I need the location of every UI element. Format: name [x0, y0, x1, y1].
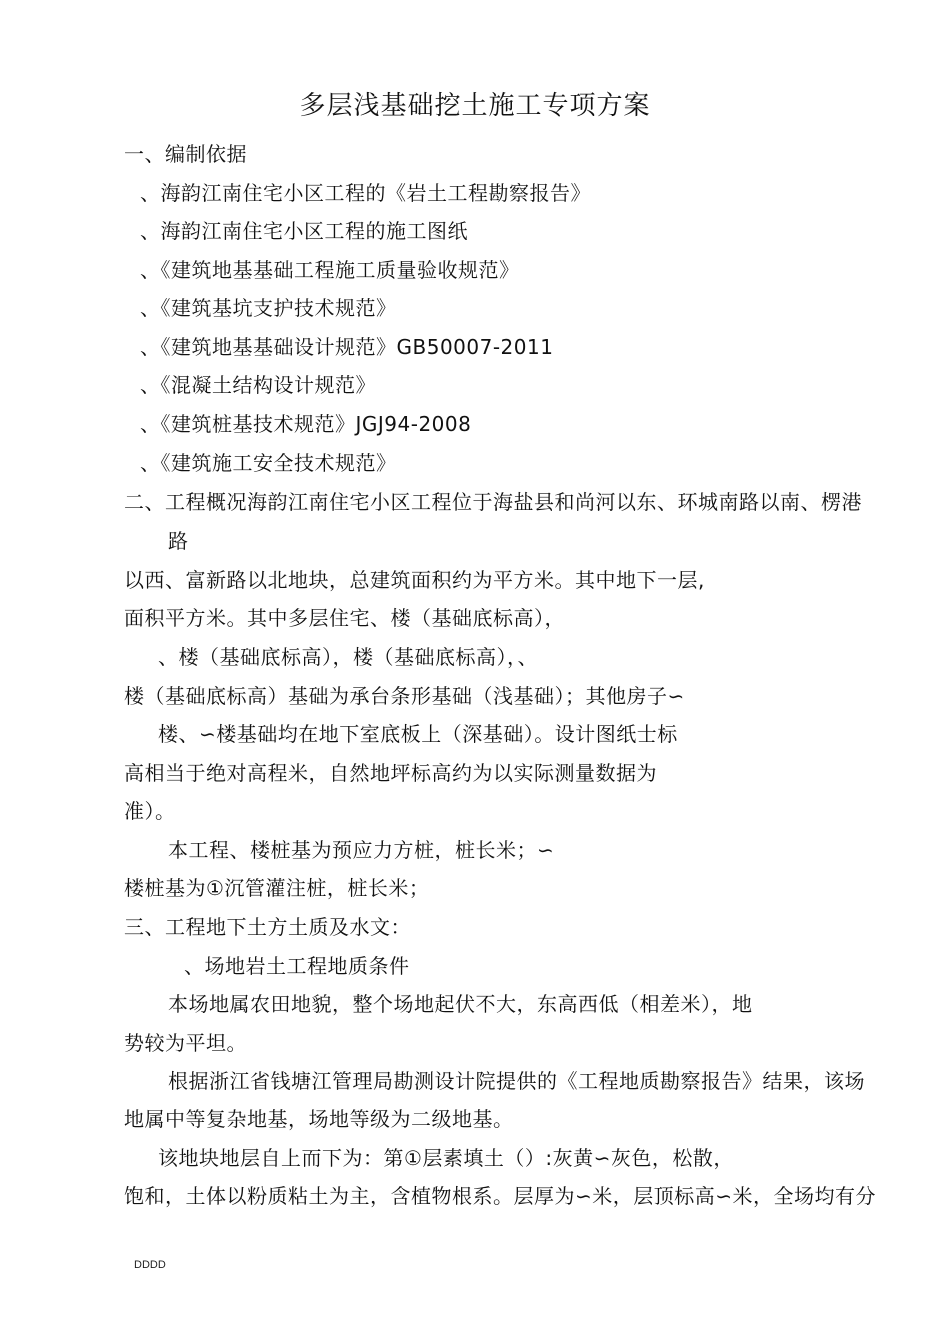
reference-item-5: 、《建筑地基基础设计规范》GB50007-2011 — [140, 335, 554, 359]
section-heading-3: 三、工程地下土方土质及水文： — [124, 915, 411, 939]
paragraph-line: 面积平方米。其中多层住宅、楼（基础底标高）， — [124, 606, 565, 630]
paragraph-line: 楼桩基为①沉管灌注桩，桩长米； — [124, 876, 430, 900]
paragraph-line: 高相当于绝对高程米，自然地坪标高约为以实际测量数据为 — [124, 761, 657, 785]
paragraph-line: 势较为平坦。 — [124, 1031, 247, 1055]
reference-item-3: 、《建筑地基基础工程施工质量验收规范》 — [140, 258, 520, 282]
paragraph-line: 、楼（基础底标高），楼（基础底标高），、 — [158, 645, 538, 669]
paragraph-line: 根据浙江省钱塘江管理局勘测设计院提供的《工程地质勘察报告》结果，该场 — [168, 1069, 865, 1093]
paragraph-line: 以西、富新路以北地块，总建筑面积约为平方米。其中地下一层, — [124, 568, 705, 592]
document-title: 多层浅基础挖土施工专项方案 — [299, 91, 651, 121]
reference-item-1: 、海韵江南住宅小区工程的《岩土工程勘察报告》 — [140, 181, 591, 205]
paragraph-line: 准）。 — [124, 799, 176, 823]
reference-item-8: 、《建筑施工安全技术规范》 — [140, 451, 397, 475]
subsection-heading: 、场地岩土工程地质条件 — [184, 954, 410, 978]
reference-item-4: 、《建筑基坑支护技术规范》 — [140, 296, 397, 320]
paragraph-line: 该地块地层自上而下为：第①层素填土（）:灰黄∽灰色，松散， — [158, 1146, 734, 1170]
paragraph-line: 路 — [168, 529, 189, 553]
paragraph-line: 饱和，土体以粉质粘土为主，含植物根系。层厚为∽米，层顶标高∽米，全场均有分 — [124, 1184, 877, 1208]
section-heading-2: 二、工程概况海韵江南住宅小区工程位于海盐县和尚河以东、环城南路以南、楞港 — [124, 490, 862, 514]
paragraph-line: 地属中等复杂地基，场地等级为二级地基。 — [124, 1107, 514, 1131]
section-heading-1: 一、编制依据 — [124, 142, 247, 166]
page-footer: DDDD — [134, 1259, 166, 1271]
paragraph-line: 楼（基础底标高）基础为承台条形基础（浅基础）；其他房子∽ — [124, 684, 685, 708]
reference-item-6: 、《混凝土结构设计规范》 — [140, 373, 376, 397]
paragraph-line: 本场地属农田地貌，整个场地起伏不大，东高西低（相差米），地 — [168, 992, 753, 1016]
paragraph-line: 楼、∽楼基础均在地下室底板上（深基础）。设计图纸士标 — [158, 722, 678, 746]
reference-item-2: 、海韵江南住宅小区工程的施工图纸 — [140, 219, 468, 243]
reference-item-7: 、《建筑桩基技术规范》JGJ94-2008 — [140, 412, 472, 436]
paragraph-line: 本工程、楼桩基为预应力方桩，桩长米；∽ — [168, 838, 555, 862]
